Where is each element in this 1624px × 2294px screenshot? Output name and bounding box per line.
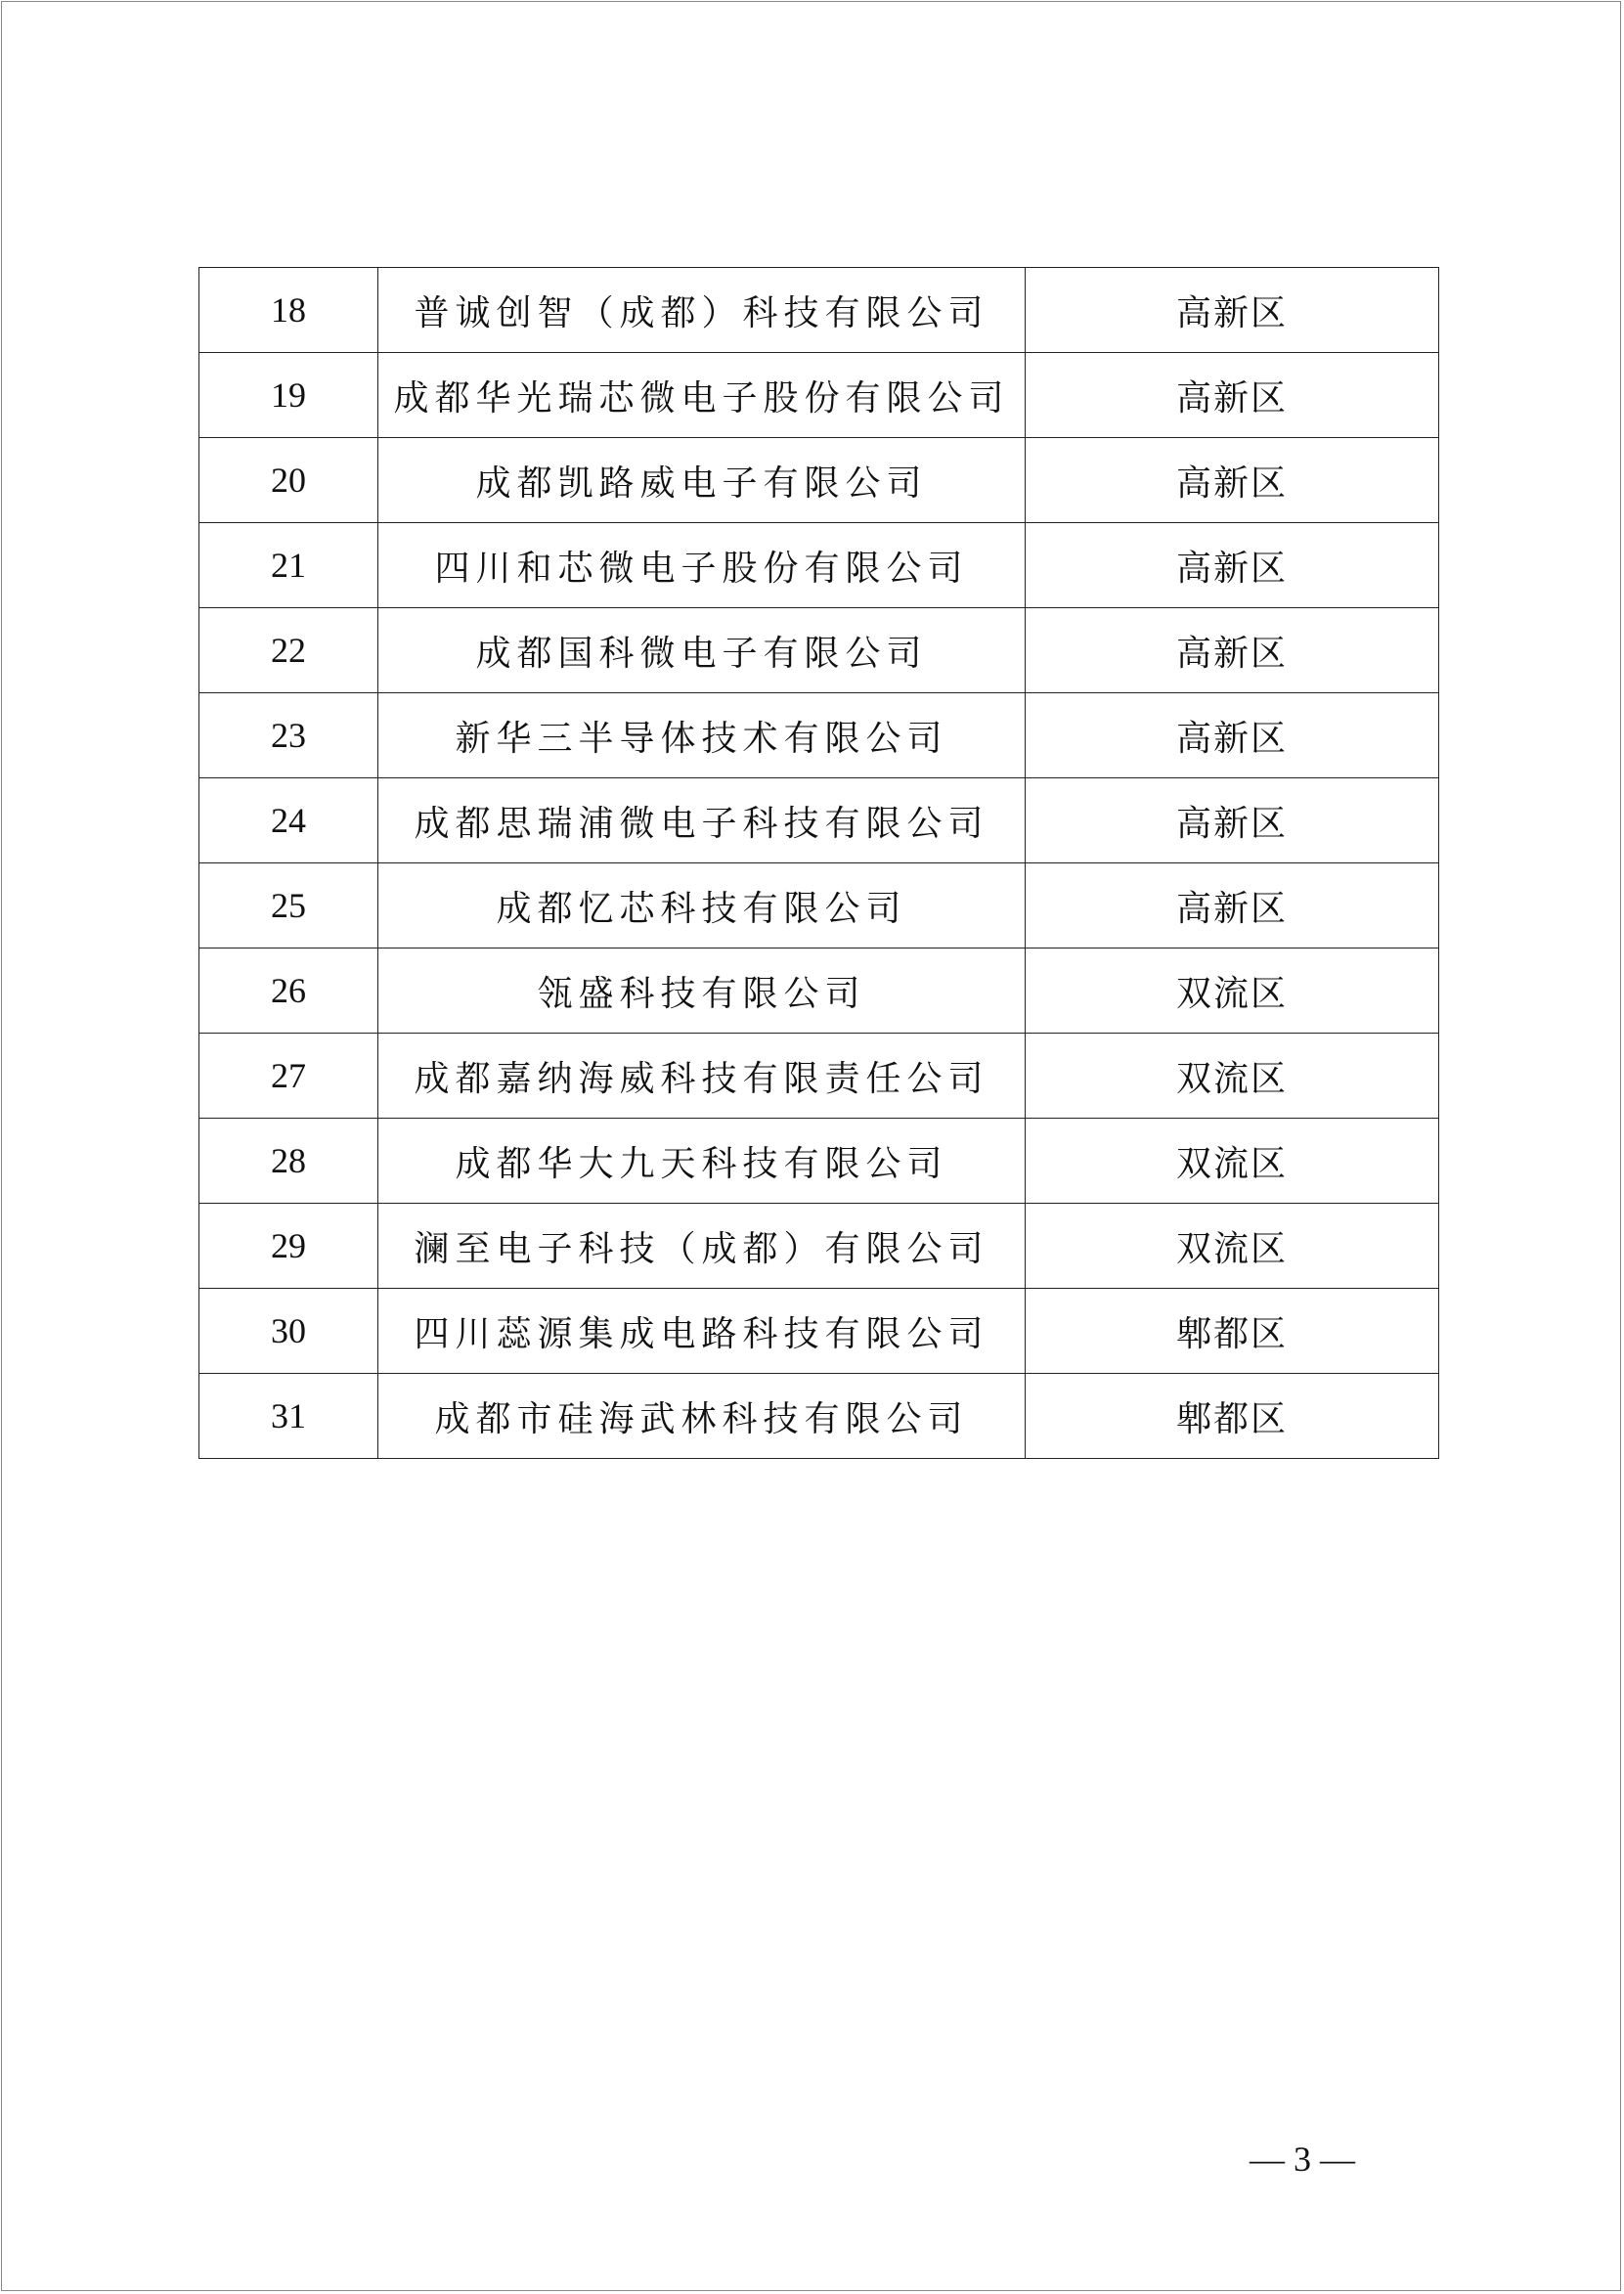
district-cell: 双流区 (1026, 1204, 1439, 1289)
table-row (199, 268, 1439, 353)
table-row (199, 1119, 1439, 1204)
company-name-cell: 成都忆芯科技有限公司 (378, 863, 1026, 948)
company-name-cell: 成都华大九天科技有限公司 (378, 1119, 1026, 1204)
district-cell: 高新区 (1026, 863, 1439, 948)
district-cell: 双流区 (1026, 948, 1439, 1034)
company-name-cell: 普诚创智（成都）科技有限公司 (378, 268, 1026, 353)
district-cell: 郫都区 (1026, 1374, 1439, 1459)
company-name-cell: 成都市硅海武林科技有限公司 (378, 1374, 1026, 1459)
table-row (199, 693, 1439, 778)
district-cell: 高新区 (1026, 268, 1439, 353)
district-cell: 双流区 (1026, 1119, 1439, 1204)
district-cell: 双流区 (1026, 1034, 1439, 1119)
table-row (199, 608, 1439, 693)
table-row (199, 948, 1439, 1034)
row-index-cell: 31 (199, 1374, 378, 1459)
company-name-cell: 成都华光瑞芯微电子股份有限公司 (378, 353, 1026, 438)
row-index-cell: 30 (199, 1289, 378, 1374)
table-row (199, 523, 1439, 608)
company-name-cell: 新华三半导体技术有限公司 (378, 693, 1026, 778)
company-name-cell: 成都思瑞浦微电子科技有限公司 (378, 778, 1026, 863)
row-index-cell: 19 (199, 353, 378, 438)
row-index-cell: 25 (199, 863, 378, 948)
company-name-cell: 四川蕊源集成电路科技有限公司 (378, 1289, 1026, 1374)
table-row (199, 353, 1439, 438)
company-name-cell: 四川和芯微电子股份有限公司 (378, 523, 1026, 608)
company-name-cell: 澜至电子科技（成都）有限公司 (378, 1204, 1026, 1289)
row-index-cell: 21 (199, 523, 378, 608)
row-index-cell: 27 (199, 1034, 378, 1119)
company-name-cell: 瓴盛科技有限公司 (378, 948, 1026, 1034)
table-row (199, 778, 1439, 863)
table-body (199, 268, 1439, 1459)
district-cell: 高新区 (1026, 778, 1439, 863)
company-name-cell: 成都嘉纳海威科技有限责任公司 (378, 1034, 1026, 1119)
table-row (199, 863, 1439, 948)
row-index-cell: 18 (199, 268, 378, 353)
company-name-cell: 成都凯路威电子有限公司 (378, 438, 1026, 523)
district-cell: 高新区 (1026, 438, 1439, 523)
district-cell: 郫都区 (1026, 1289, 1439, 1374)
district-cell: 高新区 (1026, 353, 1439, 438)
row-index-cell: 23 (199, 693, 378, 778)
table-row (199, 438, 1439, 523)
row-index-cell: 26 (199, 948, 378, 1034)
document-page (1, 1, 1621, 2291)
district-cell: 高新区 (1026, 608, 1439, 693)
table-row (199, 1034, 1439, 1119)
row-index-cell: 22 (199, 608, 378, 693)
district-cell: 高新区 (1026, 523, 1439, 608)
table-row (199, 1204, 1439, 1289)
company-list-table (198, 267, 1439, 1459)
company-name-cell: 成都国科微电子有限公司 (378, 608, 1026, 693)
table-row (199, 1374, 1439, 1459)
row-index-cell: 29 (199, 1204, 378, 1289)
row-index-cell: 20 (199, 438, 378, 523)
row-index-cell: 28 (199, 1119, 378, 1204)
row-index-cell: 24 (199, 778, 378, 863)
table-row (199, 1289, 1439, 1374)
page-number: — 3 — (1250, 2140, 1355, 2179)
district-cell: 高新区 (1026, 693, 1439, 778)
